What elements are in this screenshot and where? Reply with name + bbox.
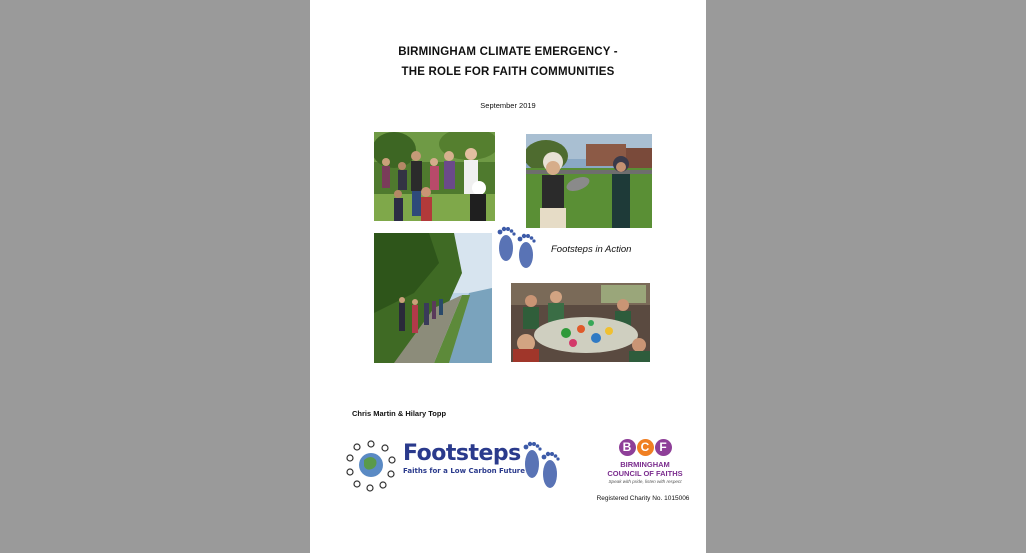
bcf-letter-c: C [637, 439, 654, 456]
bcf-letter-f: F [655, 439, 672, 456]
bcf-letter-b: B [619, 439, 636, 456]
title-line-1: BIRMINGHAM CLIMATE EMERGENCY - [398, 46, 618, 58]
bcf-name [590, 460, 700, 478]
bcf-letters [590, 439, 700, 456]
footprints-icon [493, 222, 541, 272]
bcf-name-line-1: BIRMINGHAM [620, 460, 670, 469]
footsteps-logo [403, 442, 525, 475]
footsteps-name: Footsteps [403, 441, 521, 466]
photo-interview [526, 134, 652, 228]
document-date: September 2019 [480, 101, 536, 110]
footsteps-footprints-icon [520, 436, 564, 492]
faith-symbols-globe-icon [344, 438, 398, 492]
bcf-name-line-2: COUNCIL OF FAITHS [607, 469, 683, 478]
footsteps-tagline: Faiths for a Low Carbon Future [403, 467, 526, 475]
charity-number: Registered Charity No. 1015006 [596, 495, 690, 502]
document-title [310, 42, 706, 82]
authors: Chris Martin & Hilary Topp [352, 409, 447, 418]
document-page [310, 0, 706, 553]
title-line-2: THE ROLE FOR FAITH COMMUNITIES [401, 66, 615, 78]
photo-caption: Footsteps in Action [551, 244, 632, 255]
photo-workshop [511, 283, 650, 362]
bcf-motto: Speak with pride, listen with respect [608, 479, 682, 484]
bcf-logo [590, 439, 700, 484]
photo-group-garden [374, 132, 495, 221]
photo-canal-walk [374, 233, 492, 363]
